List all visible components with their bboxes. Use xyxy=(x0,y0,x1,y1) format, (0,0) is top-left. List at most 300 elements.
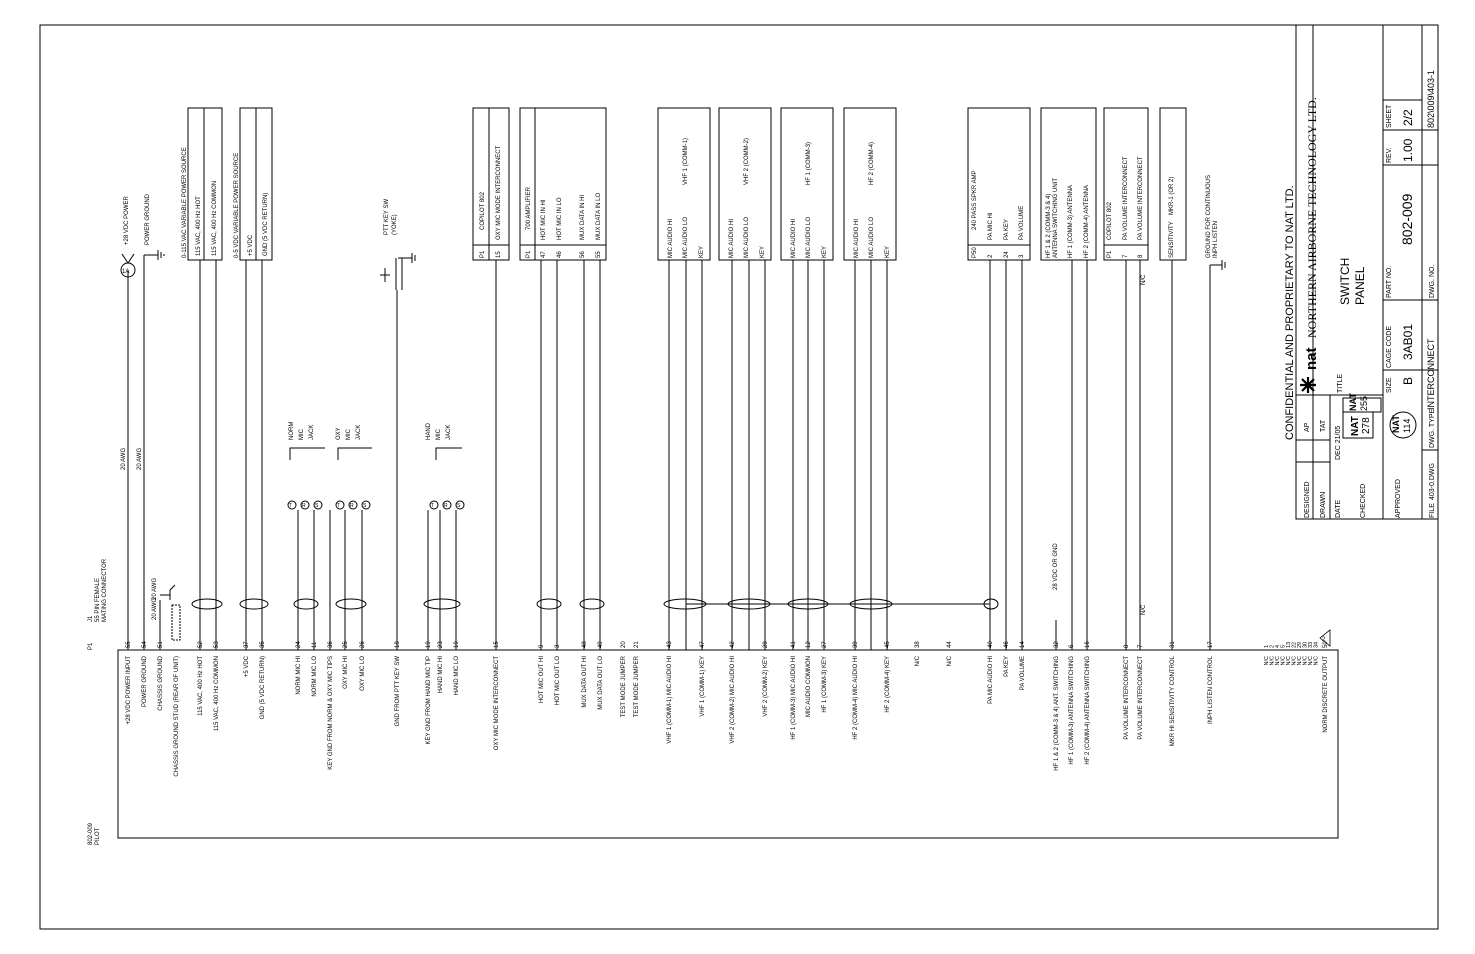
pin-number: 48 xyxy=(582,641,588,648)
nc-pin-label: N/C xyxy=(1308,656,1314,666)
nc-pin-number: 22 xyxy=(1291,641,1298,648)
pin-number: 11 xyxy=(312,641,318,648)
svg-text:R: R xyxy=(350,503,354,509)
svg-text:P1: P1 xyxy=(480,250,486,258)
sheet-border xyxy=(40,25,1438,929)
pin-entry xyxy=(634,641,640,718)
nc-pin-label: N/C xyxy=(1286,656,1292,666)
svg-text:PART NO.: PART NO. xyxy=(1386,265,1393,298)
svg-text:INPH LISTEN: INPH LISTEN xyxy=(1213,220,1219,258)
pin-number: 23 xyxy=(438,641,444,648)
pin-number: 43 xyxy=(667,641,673,648)
pin-number: 44 xyxy=(947,641,953,648)
nc-pin-number: 2 xyxy=(1269,644,1276,648)
pin-label: PA VOLUME INTERCONNECT xyxy=(1138,656,1144,740)
svg-text:7: 7 xyxy=(1123,254,1129,258)
power-ground-label: POWER GROUND xyxy=(145,194,151,245)
svg-text:OXY: OXY xyxy=(336,427,342,440)
copilot2-nc-label: N/C xyxy=(1141,604,1147,615)
svg-text:NAT: NAT xyxy=(1350,416,1361,436)
pin-entry xyxy=(312,641,318,697)
pin-number: 21 xyxy=(634,641,640,648)
pin-label: MUX DATA OUT HI xyxy=(582,656,588,708)
pin-entry xyxy=(730,641,736,744)
pa-gnd-label: 28 VDC OR GND xyxy=(1053,543,1059,590)
pin-entry xyxy=(947,641,953,667)
hf2-box xyxy=(844,108,896,260)
pin-number: 49 xyxy=(598,641,604,648)
svg-text:MIC AUDIO LO: MIC AUDIO LO xyxy=(744,216,750,258)
pin-number: 18 xyxy=(395,641,401,648)
svg-text:S: S xyxy=(457,503,461,509)
pin-entry xyxy=(667,641,673,744)
logo-text: nat xyxy=(1303,347,1320,370)
svg-text:CHECKED: CHECKED xyxy=(1360,483,1367,518)
svg-text:MUX DATA IN HI: MUX DATA IN HI xyxy=(580,194,586,240)
svg-text:MIC AUDIO LO: MIC AUDIO LO xyxy=(806,216,812,258)
svg-text:700 AMPLIFIER: 700 AMPLIFIER xyxy=(526,186,532,230)
pin-number: 28 xyxy=(763,641,769,648)
pin-label: N/C xyxy=(947,656,953,667)
pin-number: 31 xyxy=(1170,641,1176,648)
pa-amp-box xyxy=(968,108,1030,260)
svg-text:FILE: FILE xyxy=(1429,503,1436,518)
pin-entry xyxy=(438,641,444,694)
pin-label: N/C xyxy=(915,656,921,667)
pin-entry xyxy=(806,641,812,717)
svg-text:TITLE: TITLE xyxy=(1337,373,1344,393)
svg-text:115 VAC, 400 Hz COMMON: 115 VAC, 400 Hz COMMON xyxy=(212,180,218,256)
svg-text:MIC AUDIO HI: MIC AUDIO HI xyxy=(791,218,797,258)
pin-number: 16 xyxy=(1085,641,1091,648)
nat-logo-icon xyxy=(1300,377,1316,393)
pin-number: 45 xyxy=(885,641,891,648)
svg-text:DRAWN: DRAWN xyxy=(1320,491,1327,518)
pin-label: HAND MIC HI xyxy=(438,656,444,694)
nc-pin-label: N/C xyxy=(1280,656,1287,666)
unit-label-1: 802-009 xyxy=(88,822,94,845)
pin-number: 14 xyxy=(1020,641,1026,648)
svg-text:REV.: REV. xyxy=(1386,147,1393,163)
svg-text:JACK: JACK xyxy=(446,424,452,440)
svg-text:COPILOT 802: COPILOT 802 xyxy=(1107,202,1113,240)
pin-label: HF 2 (COMM-4) MIC AUDIO HI xyxy=(853,656,859,740)
pin-entry xyxy=(582,641,588,708)
pin-entry xyxy=(198,641,204,716)
pin-number: 20 xyxy=(621,641,627,648)
svg-text:HOT MIC IN HI: HOT MIC IN HI xyxy=(541,199,547,240)
svg-text:APPROVED: APPROVED xyxy=(1395,479,1402,518)
pin-entry xyxy=(142,641,148,707)
svg-text:AP: AP xyxy=(1304,422,1311,432)
oxy-mic-jack xyxy=(336,425,372,509)
nc-pin-label: N/C xyxy=(1313,656,1320,666)
pin-number: 17 xyxy=(1208,641,1214,648)
pin-label: HF 2 (COMM-4) KEY xyxy=(885,656,891,713)
pin-entry xyxy=(1323,641,1329,733)
pin-entry xyxy=(1138,644,1144,740)
svg-text:HF 1 & 2 (COMM-3 & 4): HF 1 & 2 (COMM-3 & 4) xyxy=(1046,193,1052,258)
pin-label: PA KEY xyxy=(1004,656,1010,677)
svg-text:8: 8 xyxy=(1138,254,1144,258)
pin-number: 8 xyxy=(1124,644,1130,648)
svg-text:56: 56 xyxy=(580,251,586,258)
pin-entry xyxy=(158,641,164,711)
pin-entry xyxy=(260,641,266,720)
pin-label: MUX DATA OUT LO xyxy=(598,656,604,710)
drawing-title-2: PANEL xyxy=(1353,266,1367,305)
pin-number: 32 xyxy=(1054,641,1060,648)
pin-label: HF 1 (COMM-3) KEY xyxy=(822,656,828,713)
nc-pin-label: N/C xyxy=(1264,656,1270,666)
pin-number: 46 xyxy=(1004,641,1010,648)
svg-text:S: S xyxy=(363,503,367,509)
pin-label: +5 VDC xyxy=(244,656,250,678)
nc-pin-list xyxy=(1264,642,1320,666)
pin-entry xyxy=(1124,644,1130,740)
svg-text:KEY: KEY xyxy=(822,245,828,258)
svg-text:HF 1 (COMM-3) ANTENNA: HF 1 (COMM-3) ANTENNA xyxy=(1068,184,1074,258)
pin-entry xyxy=(454,641,460,696)
svg-text:24: 24 xyxy=(1004,251,1010,258)
mating-label-3: MATING CONNECTOR xyxy=(102,558,108,622)
fuse-label: 1A xyxy=(122,269,130,275)
svg-text:CAGE CODE: CAGE CODE xyxy=(1386,325,1393,368)
drawing-number: 802\009\403-1 xyxy=(1426,69,1436,128)
pin-entry xyxy=(360,641,366,691)
pin-number: 12 xyxy=(806,641,812,648)
inph-listen-ground xyxy=(1206,175,1225,650)
mating-label-1: J1 xyxy=(88,615,94,622)
svg-text:COPILOT 802: COPILOT 802 xyxy=(480,192,486,230)
svg-text:T: T xyxy=(337,503,341,509)
pin-number: 53 xyxy=(214,641,220,648)
svg-text:GND (5 VDC RETURN): GND (5 VDC RETURN) xyxy=(263,192,269,256)
nc-pin-label: N/C xyxy=(1302,656,1309,666)
pin-label: KEY GND FROM NORM & OXY MIC TIPS xyxy=(328,656,334,770)
var-power-dc-box xyxy=(234,108,272,260)
pin-number: 39 xyxy=(853,641,859,648)
nc-pin-number: 34 xyxy=(1313,641,1320,648)
pin-label: MIC AUDIO COMMON xyxy=(806,656,812,717)
svg-text:DESIGNED: DESIGNED xyxy=(1304,481,1311,518)
svg-text:PTT KEY SW: PTT KEY SW xyxy=(384,198,390,235)
pin-number: 26 xyxy=(360,641,366,648)
pin-entry xyxy=(126,641,132,725)
nc-pin-number: 30 xyxy=(1302,641,1309,648)
pin-number: 55 xyxy=(126,641,132,648)
pin-entry xyxy=(174,656,180,777)
pin-number: 52 xyxy=(198,641,204,648)
plus28-label: +28 VDC POWER xyxy=(124,196,130,245)
svg-text:1.00: 1.00 xyxy=(1401,138,1415,162)
pin-entry xyxy=(700,641,706,717)
pin-entry xyxy=(621,641,627,718)
mkr-box xyxy=(1160,108,1186,260)
svg-text:DEC 21/05: DEC 21/05 xyxy=(1335,425,1342,460)
svg-text:HOT MIC IN LO: HOT MIC IN LO xyxy=(557,197,563,240)
cable-shield xyxy=(240,599,268,609)
svg-text:2: 2 xyxy=(988,254,994,258)
svg-text:2/2: 2/2 xyxy=(1401,109,1415,126)
pin-label: TEST MODE JUMPER xyxy=(621,656,627,718)
svg-text:VHF 1 (COMM-1): VHF 1 (COMM-1) xyxy=(683,138,689,185)
pin-label: MKR HI SENSITIVITY CONTROL xyxy=(1170,656,1176,747)
pin-entry xyxy=(244,641,250,678)
svg-text:MIC AUDIO HI: MIC AUDIO HI xyxy=(729,218,735,258)
svg-text:MKR-1 (OR 2): MKR-1 (OR 2) xyxy=(1169,176,1175,215)
nc-pin-number: 4 xyxy=(1275,644,1281,648)
pin-label: HOT MIC OUT LO xyxy=(555,656,561,706)
var-power-ac-box xyxy=(182,108,222,260)
unit-label-2: PILOT xyxy=(95,827,101,845)
pin-label: PA VOLUME INTERCONNECT xyxy=(1124,656,1130,740)
svg-text:DWG. NO.: DWG. NO. xyxy=(1429,264,1436,298)
antenna-switch-box xyxy=(1041,108,1096,260)
svg-text:+5 VDC: +5 VDC xyxy=(248,234,254,256)
pin-number: 7 xyxy=(1138,644,1144,648)
pin-label: HF 2 (COMM-4) ANTENNA SWITCHING xyxy=(1085,656,1091,765)
pin-entry xyxy=(395,641,401,727)
pin-number: 35 xyxy=(260,641,266,648)
pin-entry xyxy=(494,641,500,751)
p1-label: P1 xyxy=(88,642,94,650)
awg-label-4: 20 AWG xyxy=(152,577,158,600)
svg-text:OXY MIC MODE INTERCONNECT: OXY MIC MODE INTERCONNECT xyxy=(496,145,502,240)
pin-entry xyxy=(296,641,302,695)
pin-label: GND (5 VDC RETURN) xyxy=(260,656,266,720)
pin-number: 10 xyxy=(454,641,460,648)
pin-number: 3 xyxy=(555,644,561,648)
pin-number: 47 xyxy=(700,641,706,648)
pin-label: TEST MODE JUMPER xyxy=(634,656,640,718)
pin-number: 36 xyxy=(328,641,334,648)
svg-text:NAT: NAT xyxy=(1391,415,1401,433)
svg-text:HF 2 (COMM-4): HF 2 (COMM-4) xyxy=(869,142,875,185)
svg-text:255: 255 xyxy=(1359,395,1369,411)
company-name: NORTHERN AIRBORNE TECHNOLOGY LTD. xyxy=(1305,97,1319,338)
svg-text:TAT: TAT xyxy=(1320,419,1327,432)
pin-label: HF 1 (COMM-3) ANTENNA SWITCHING xyxy=(1069,656,1075,765)
svg-text:P50: P50 xyxy=(972,247,978,258)
pin-entry xyxy=(1004,641,1010,677)
pin-entry xyxy=(328,641,334,770)
svg-text:MIC: MIC xyxy=(346,429,352,440)
pin-label: VHF 1 (COMM-1) MIC AUDIO HI xyxy=(667,656,673,744)
svg-text:115 VAC, 400 Hz HOT: 115 VAC, 400 Hz HOT xyxy=(196,196,202,256)
pin-entry xyxy=(853,641,859,740)
pin-entry xyxy=(214,641,220,731)
pin-number: 50 xyxy=(1323,641,1329,648)
cable-shield xyxy=(424,599,460,609)
svg-text:INTERCONNECT: INTERCONNECT xyxy=(1426,338,1436,410)
svg-text:0-5 VDC VARIABLE POWER SOURCE: 0-5 VDC VARIABLE POWER SOURCE xyxy=(234,152,240,258)
wire-layer xyxy=(192,260,1172,650)
svg-text:NORM: NORM xyxy=(289,421,295,440)
svg-text:DATE: DATE xyxy=(1335,499,1342,518)
svg-text:PA VOLUME INTERCONNECT: PA VOLUME INTERCONNECT xyxy=(1123,156,1129,240)
svg-text:46: 46 xyxy=(557,251,563,258)
pin-entry xyxy=(915,641,921,667)
nc-pin-label: N/C xyxy=(1297,656,1303,666)
pin-number: 25 xyxy=(343,641,349,648)
pin-entry xyxy=(598,641,604,710)
pin-number: 27 xyxy=(822,641,828,648)
pin-entry xyxy=(1020,641,1026,691)
part-number: 802-009 xyxy=(1399,193,1415,245)
svg-text:T: T xyxy=(431,503,435,509)
svg-text:PA VOLUME: PA VOLUME xyxy=(1019,205,1025,240)
awg-label-2: 20 AWG xyxy=(137,447,143,470)
svg-text:MIC: MIC xyxy=(436,429,442,440)
pin-label: HF 1 & 2 (COMM-3 & 4) ANT. SWITCHING xyxy=(1054,656,1060,771)
svg-text:403-0.DWG: 403-0.DWG xyxy=(1429,463,1436,500)
confidential-text: CONFIDENTIAL AND PROPRIETARY TO NAT LTD. xyxy=(1284,185,1296,440)
pin-label: POWER GROUND xyxy=(142,656,148,707)
nc-pin-number: 33 xyxy=(1308,641,1314,648)
svg-text:T: T xyxy=(289,503,293,509)
pin-entry xyxy=(791,641,797,740)
pin-label: CHASSIS GROUND xyxy=(158,656,164,711)
nc-pin-label: N/C xyxy=(1275,656,1281,666)
ground-icon xyxy=(144,250,164,260)
pin-label: VHF 2 (COMM-2) MIC AUDIO HI xyxy=(730,656,736,744)
pin-list xyxy=(126,641,1329,777)
pin-label: NORM MIC LO xyxy=(312,656,318,697)
pin-label: OXY MIC MODE INTERCONNECT xyxy=(494,656,500,751)
svg-text:47: 47 xyxy=(541,251,547,258)
hf1-box xyxy=(781,108,833,260)
pin-label: 115 VAC, 400 Hz COMMON xyxy=(214,656,220,732)
svg-text:DWG. TYPE: DWG. TYPE xyxy=(1429,408,1436,448)
svg-text:SENSITIVITY: SENSITIVITY xyxy=(1169,221,1175,258)
pin-number: 38 xyxy=(915,641,921,648)
svg-text:ANTENNA SWITCHING UNIT: ANTENNA SWITCHING UNIT xyxy=(1053,177,1059,258)
svg-text:R: R xyxy=(444,503,448,509)
svg-text:GROUND FOR CONTINUOUS: GROUND FOR CONTINUOUS xyxy=(1206,175,1212,258)
pin-number: 37 xyxy=(244,641,250,648)
pin-number: 51 xyxy=(158,641,164,648)
svg-text:PA MIC HI: PA MIC HI xyxy=(988,212,994,240)
svg-text:PA KEY: PA KEY xyxy=(1004,219,1010,240)
pin-entry xyxy=(539,644,545,703)
svg-text:KEY: KEY xyxy=(699,245,705,258)
pin-label: KEY GND FROM HAND MIC TIP xyxy=(426,656,432,745)
chassis-ground-icon xyxy=(160,585,175,650)
pin-number: 19 xyxy=(426,641,432,648)
svg-text:JACK: JACK xyxy=(356,424,362,440)
pin-number: 6 xyxy=(1069,644,1075,648)
pin-entry xyxy=(1054,641,1060,771)
svg-text:P1: P1 xyxy=(526,250,532,258)
p1-connector xyxy=(88,558,1338,845)
svg-text:15: 15 xyxy=(496,251,502,258)
pin-entry xyxy=(1069,644,1075,765)
svg-text:0-115 VAC VARIABLE POWER SOURC: 0-115 VAC VARIABLE POWER SOURCE xyxy=(182,147,188,258)
awg-label-1: 20 AWG xyxy=(121,447,127,470)
svg-text:HF 1 (COMM-3): HF 1 (COMM-3) xyxy=(806,142,812,185)
svg-text:55: 55 xyxy=(596,251,602,258)
pin-number: 40 xyxy=(988,641,994,648)
svg-text:MIC AUDIO HI: MIC AUDIO HI xyxy=(854,218,860,258)
pin-label: HOT MIC OUT HI xyxy=(539,656,545,704)
svg-text:VHF 2 (COMM-2): VHF 2 (COMM-2) xyxy=(744,138,750,185)
pin-label: VHF 1 (COMM-1) KEY xyxy=(700,656,706,717)
chassis-stud xyxy=(172,605,180,640)
pin-number: 54 xyxy=(142,641,148,648)
pin-label: HF 1 (COMM-3) MIC AUDIO HI xyxy=(791,656,797,740)
ptt-key-switch xyxy=(380,199,415,290)
svg-text:(YOKE): (YOKE) xyxy=(392,214,398,235)
pin-number: 42 xyxy=(730,641,736,648)
power-section xyxy=(121,193,180,650)
svg-text:MUX DATA IN LO: MUX DATA IN LO xyxy=(596,192,602,240)
svg-text:SIZE: SIZE xyxy=(1386,377,1393,393)
nc-pin-number: 1 xyxy=(1264,644,1270,648)
svg-text:S: S xyxy=(315,503,319,509)
power-terminal-icon xyxy=(122,254,134,263)
svg-text:PA VOLUME INTERCONNECT: PA VOLUME INTERCONNECT xyxy=(1138,156,1144,240)
svg-text:MIC AUDIO LO: MIC AUDIO LO xyxy=(869,216,875,258)
pin-entry xyxy=(1208,641,1214,724)
pin-label: CHASSIS GROUND STUD (REAR OF UNIT) xyxy=(174,656,180,777)
pin-label: NORM MIC HI xyxy=(296,656,302,695)
pin-label: +28 VDC POWER INPUT xyxy=(126,656,132,725)
pin-label: OXY MIC LO xyxy=(360,656,366,691)
pin-label: HAND MIC LO xyxy=(454,656,460,696)
svg-text:N/C: N/C xyxy=(1141,274,1147,285)
revision-mark: 2 xyxy=(1322,637,1326,643)
pin-label: PA MIC AUDIO HI xyxy=(988,656,994,704)
pin-entry xyxy=(426,641,432,745)
awg-label-3: 20 AWG xyxy=(152,597,158,620)
nc-pin-number: 5 xyxy=(1280,644,1287,648)
svg-text:MIC AUDIO HI: MIC AUDIO HI xyxy=(668,218,674,258)
pin-entry xyxy=(763,641,769,717)
amplifier-box xyxy=(520,108,606,260)
cable-shield xyxy=(192,599,222,609)
pin-entry xyxy=(555,644,561,705)
nc-pin-number: 13 xyxy=(1286,641,1292,648)
pin-number: 24 xyxy=(296,641,302,648)
svg-text:3: 3 xyxy=(1019,254,1025,258)
vhf2-box xyxy=(719,108,771,260)
pin-label: GND FROM PTT KEY SW xyxy=(395,656,401,727)
pin-label: VHF 2 (COMM-2) KEY xyxy=(763,656,769,717)
svg-text:MIC: MIC xyxy=(299,429,305,440)
pin-entry xyxy=(822,641,828,713)
svg-text:114: 114 xyxy=(1402,418,1412,433)
pin-entry xyxy=(1085,641,1091,765)
nc-pin-label: N/C xyxy=(1269,656,1276,666)
svg-text:278: 278 xyxy=(1361,417,1372,434)
copilot-box xyxy=(473,108,509,260)
svg-text:HF 2 (COMM-4) ANTENNA: HF 2 (COMM-4) ANTENNA xyxy=(1084,184,1090,258)
svg-text:KEY: KEY xyxy=(760,245,766,258)
pin-entry xyxy=(885,641,891,713)
svg-text:NAT: NAT xyxy=(1348,393,1358,411)
drawing-title-1: SWITCH xyxy=(1338,257,1352,305)
pin-label: INPH LISTEN CONTROL xyxy=(1208,656,1214,725)
pin-label: 115 VAC, 400 Hz HOT xyxy=(198,656,204,716)
svg-text:B: B xyxy=(1401,376,1415,385)
svg-text:SHEET: SHEET xyxy=(1386,104,1393,128)
pin-number: 9 xyxy=(539,644,545,648)
pin-label: PA VOLUME xyxy=(1020,656,1026,691)
mating-label-2: 55 PIN FEMALE xyxy=(95,577,101,622)
hand-mic-jack xyxy=(426,422,464,509)
svg-text:240 PASS SPKR AMP: 240 PASS SPKR AMP xyxy=(972,170,978,230)
